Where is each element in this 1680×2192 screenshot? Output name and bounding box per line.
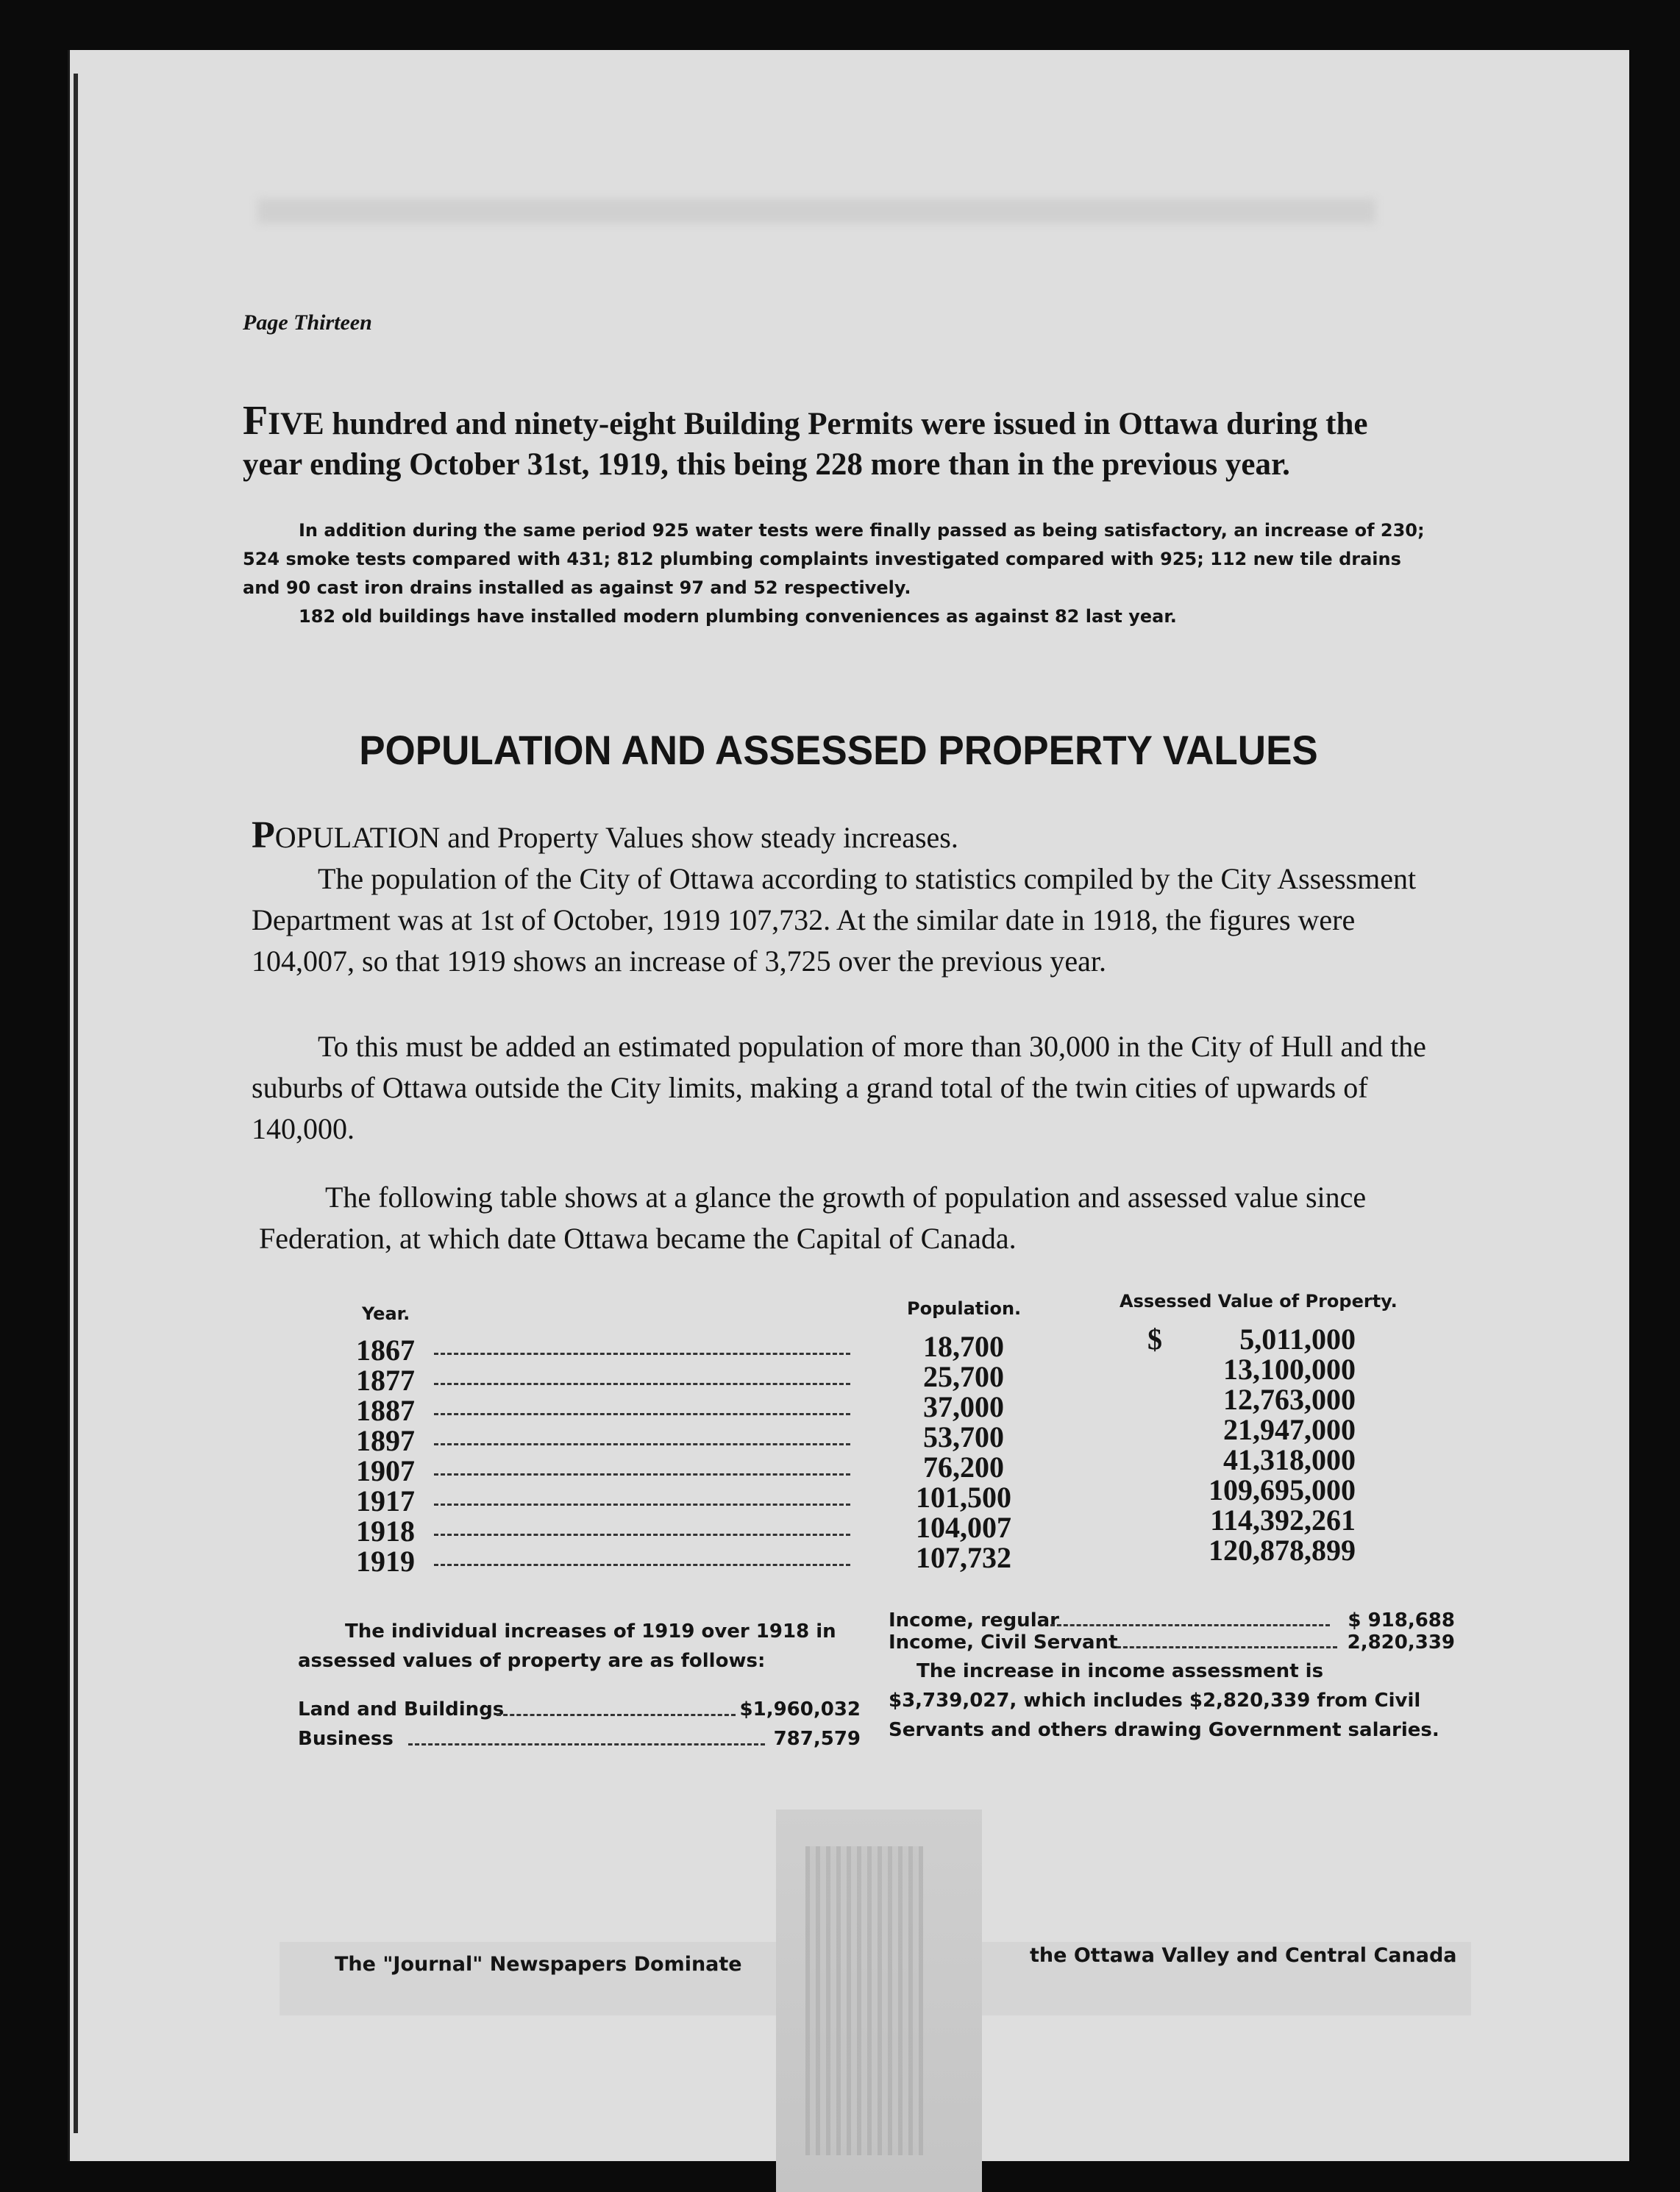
- intro-drop-letter: F: [243, 398, 268, 444]
- value-cell: 12,763,000: [1223, 1383, 1356, 1416]
- business-value: 787,579: [773, 1728, 861, 1750]
- population-lead-text: OPULATION and Property Values show steady increases.: [274, 821, 958, 854]
- population-cell: 53,700: [923, 1420, 1004, 1453]
- year-cell: 1897: [356, 1424, 415, 1457]
- leader-dots: [434, 1534, 850, 1536]
- population-stats-text: The population of the City of Ottawa according to statistics compiled by the City Assessment Department was at 1st of October, 1919 107,732. At the similar date in 1918, the figures were 104,007, so that 1919 shows an increase of 3,725 over the previous year.: [252, 862, 1417, 978]
- leader-dots: [434, 1353, 850, 1355]
- leader-dots: [434, 1383, 850, 1385]
- income-regular-row: [889, 1609, 1455, 1631]
- population-cell: 104,007: [916, 1511, 1011, 1544]
- value-cell: 13,100,000: [1223, 1353, 1356, 1386]
- year-cell: 1877: [356, 1364, 415, 1397]
- building-image: [805, 1846, 923, 2155]
- value-cell: 41,318,000: [1223, 1443, 1356, 1476]
- year-cell: 1907: [356, 1454, 415, 1487]
- footer-right: the Ottawa Valley and Central Canada: [1030, 1944, 1457, 1967]
- table-row: [356, 1516, 850, 1546]
- land-label: Land and Buildings: [298, 1698, 505, 1720]
- table-row: [356, 1335, 850, 1365]
- value-cell: 114,392,261: [1210, 1504, 1356, 1537]
- col-head-value: Assessed Value of Property.: [1120, 1291, 1398, 1312]
- col-head-population: Population.: [907, 1298, 1022, 1319]
- year-cell: 1917: [356, 1484, 415, 1517]
- table-row: [356, 1456, 850, 1486]
- business-label: Business: [298, 1728, 394, 1750]
- footer-left: The "Journal" Newspapers Dominate: [335, 1953, 742, 1976]
- intro-paragraph: [243, 398, 1434, 485]
- table-row: [356, 1426, 850, 1456]
- leader-dots: [1117, 1646, 1337, 1648]
- currency-symbol: $: [1147, 1323, 1162, 1356]
- table-row: [356, 1546, 850, 1576]
- leader-dots: [408, 1743, 765, 1746]
- leader-dots: [434, 1564, 850, 1566]
- building-photo: [776, 1810, 982, 2192]
- population-cell: 18,700: [923, 1330, 1004, 1363]
- plumbing-paragraph: [243, 516, 1434, 631]
- hull-paragraph: To this must be added an estimated population of more than 30,000 in the City of Hull and the suburbs of Ottawa outside the City limits, making a grand total of the twin cities of upwards of 140,000.: [252, 1030, 1426, 1145]
- plumbing-text: In addition during the same period 925 water tests were finally passed as being satisfactory, an increase of 230; 524 smoke tests compared with 431; 812 plumbing complaints investigated compared with 925; 112 new tile drains and 90 cast iron drains installed as against 97 and 52 respectively.: [243, 520, 1425, 598]
- leader-dots: [434, 1504, 850, 1506]
- income-note: The increase in income assessment is $3,739,027, which includes $2,820,339 from Civil Servants and others drawing Government salaries.: [889, 1660, 1439, 1741]
- section-heading: POPULATION AND ASSESSED PROPERTY VALUES: [359, 727, 1318, 774]
- income-civil-value: 2,820,339: [1347, 1631, 1455, 1654]
- value-cell: 120,878,899: [1209, 1534, 1356, 1567]
- table-intro-paragraph: The following table shows at a glance the growth of population and assessed value since Federation, at which date Ottawa became the Capital of Canada.: [259, 1181, 1367, 1255]
- income-list: [889, 1609, 1455, 1654]
- table-row: [356, 1395, 850, 1426]
- value-cell: [1147, 1324, 1356, 1354]
- income-regular-value: $ 918,688: [1348, 1609, 1455, 1631]
- leader-dots: [1050, 1624, 1330, 1626]
- business-row: [298, 1724, 861, 1754]
- population-column: [875, 1331, 1052, 1573]
- leader-dots: [434, 1473, 850, 1476]
- increases-list: [298, 1695, 861, 1754]
- intro-text: IVE hundred and ninety-eight Building Permits were issued in Ottawa during the year ending October 31st, 1919, this being 228 more than in the previous year.: [243, 407, 1368, 482]
- population-cell: 107,732: [916, 1541, 1011, 1574]
- plumbing-buildings-text: 182 old buildings have installed modern plumbing conveniences as against 82 last year.: [299, 606, 1177, 627]
- land-row: [298, 1695, 861, 1724]
- leader-dots: [434, 1413, 850, 1415]
- header-smudge: [257, 199, 1375, 224]
- table-row: [356, 1365, 850, 1395]
- population-drop-letter: P: [252, 814, 275, 856]
- income-civil-row: [889, 1631, 1455, 1654]
- leader-dots: [496, 1714, 736, 1716]
- increases-intro: The individual increases of 1919 over 1918 in assessed values of property are as follows:: [298, 1620, 836, 1672]
- year-cell: 1918: [356, 1515, 415, 1548]
- value-amount: 5,011,000: [1239, 1323, 1356, 1356]
- year-cell: 1887: [356, 1394, 415, 1427]
- population-lead: [252, 815, 1443, 858]
- leader-dots: [434, 1443, 850, 1445]
- table-row: [356, 1486, 850, 1516]
- year-cell: 1867: [356, 1334, 415, 1367]
- col-head-year: Year.: [362, 1303, 410, 1324]
- page-label: Page Thirteen: [243, 310, 372, 335]
- value-cell: 109,695,000: [1209, 1473, 1356, 1506]
- population-paragraph: [252, 815, 1443, 982]
- population-cell: 76,200: [923, 1451, 1004, 1484]
- value-cell: 21,947,000: [1223, 1413, 1356, 1446]
- page-fold: [74, 74, 78, 2133]
- income-civil-label: Income, Civil Servant: [889, 1631, 1118, 1654]
- population-cell: 101,500: [916, 1481, 1011, 1514]
- year-cell: 1919: [356, 1545, 415, 1578]
- year-column: [356, 1335, 850, 1576]
- population-cell: 37,000: [923, 1390, 1004, 1423]
- income-regular-label: Income, regular: [889, 1609, 1059, 1631]
- land-value: $1,960,032: [739, 1698, 861, 1720]
- population-cell: 25,700: [923, 1360, 1004, 1393]
- value-column: [1147, 1324, 1356, 1565]
